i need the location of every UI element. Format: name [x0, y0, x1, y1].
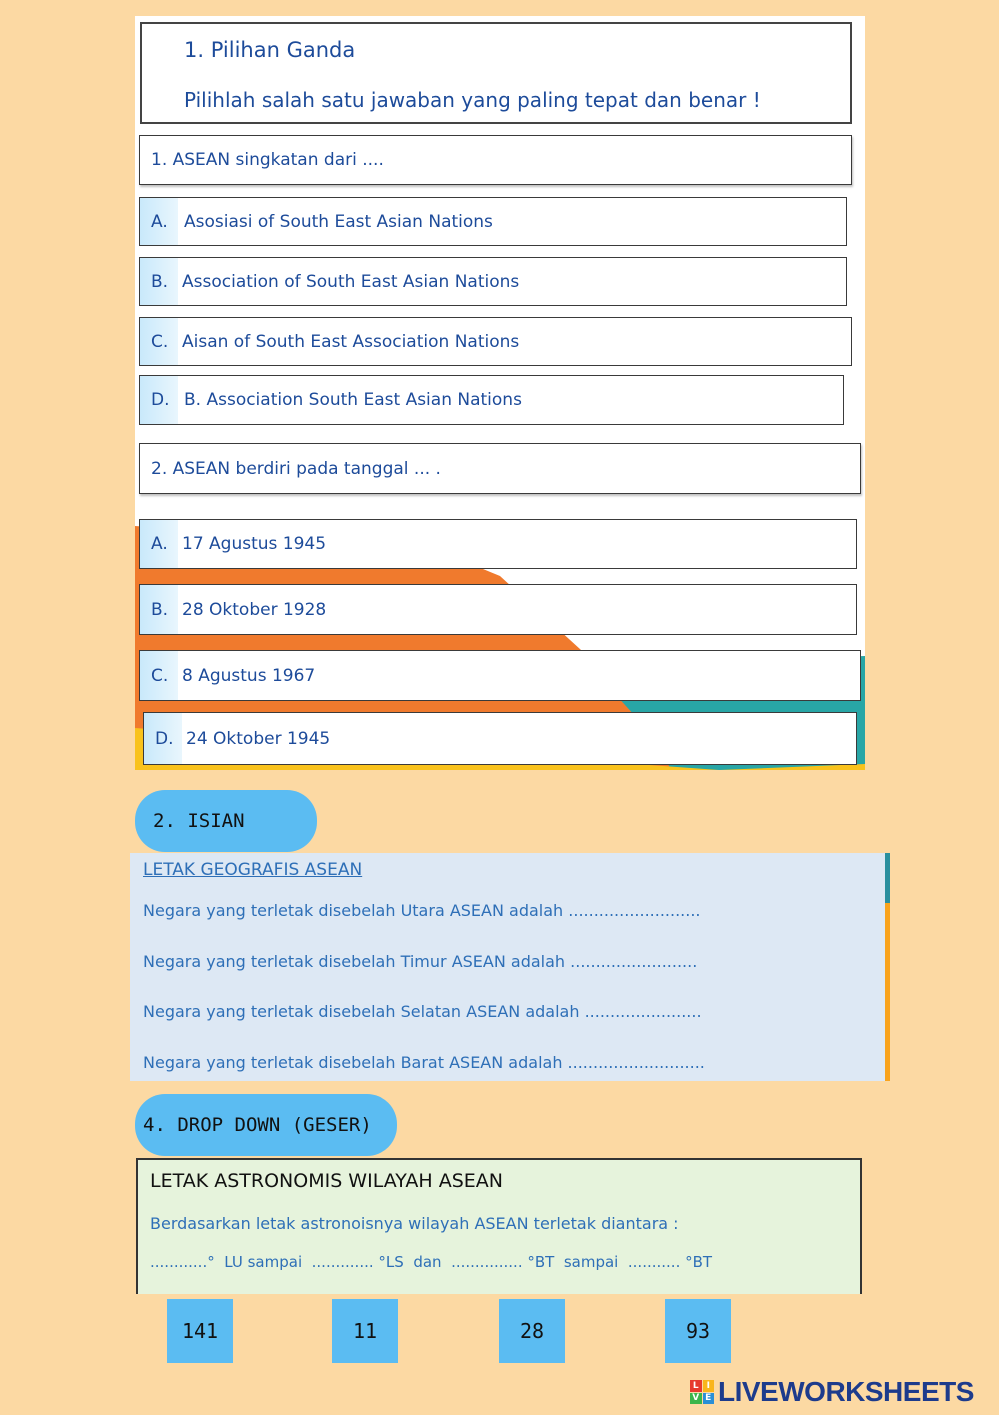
option-letter: D. — [140, 376, 178, 424]
isian-line-south[interactable]: Negara yang terletak disebelah Selatan ASEAN adalah ....................... — [143, 1002, 702, 1021]
isian-line-west[interactable]: Negara yang terletak disebelah Barat ASEAN adalah ........................... — [143, 1053, 705, 1072]
astro-line-2: ............° LU sampai ............. °LS dan ............... °BT sampai ........... °BT — [150, 1253, 713, 1271]
section1-header — [140, 22, 852, 124]
logo-letter: V — [690, 1393, 702, 1405]
astro-line-1: Berdasarkan letak astronoisnya wilayah ASEAN terletak diantara : — [150, 1214, 679, 1233]
astronomis-panel — [136, 1158, 862, 1294]
brand-name: LIVEWORKSHEETS — [718, 1376, 974, 1407]
option-letter: B. — [140, 585, 178, 634]
logo-letter: L — [690, 1380, 702, 1392]
q1-option-c[interactable] — [139, 317, 852, 366]
option-letter: C. — [140, 318, 178, 365]
liveworksheets-logo — [690, 1376, 974, 1408]
option-letter: C. — [140, 651, 178, 700]
option-letter: B. — [140, 258, 178, 305]
option-text: Aisan of South East Association Nations — [182, 331, 520, 352]
q2-option-c[interactable] — [139, 650, 861, 701]
logo-letter: I — [703, 1380, 715, 1392]
option-text: 8 Agustus 1967 — [182, 665, 316, 686]
isian-line-east[interactable]: Negara yang terletak disebelah Timur ASEAN adalah ......................... — [143, 952, 698, 971]
option-letter: D. — [144, 713, 182, 764]
q2-option-d[interactable] — [143, 712, 857, 765]
logo-icon — [690, 1380, 714, 1404]
question-1-text: 1. ASEAN singkatan dari .... — [151, 150, 384, 170]
q2-option-a[interactable] — [139, 519, 857, 569]
q1-option-d[interactable] — [139, 375, 844, 425]
astro-heading: LETAK ASTRONOMIS WILAYAH ASEAN — [150, 1170, 503, 1192]
drag-tile-11[interactable]: 11 — [332, 1299, 398, 1363]
question-1 — [139, 135, 852, 185]
q1-option-a[interactable] — [139, 197, 847, 246]
question-2 — [139, 443, 861, 494]
option-letter: A. — [140, 198, 178, 245]
option-text: 28 Oktober 1928 — [182, 599, 327, 620]
option-text: Asosiasi of South East Asian Nations — [184, 211, 493, 232]
option-text: B. Association South East Asian Nations — [184, 390, 522, 410]
drag-tile-141[interactable]: 141 — [167, 1299, 233, 1363]
section1-title: 1. Pilihan Ganda — [184, 38, 356, 62]
option-text: Association of South East Asian Nations — [182, 271, 520, 292]
isian-line-north[interactable]: Negara yang terletak disebelah Utara ASEAN adalah .......................... — [143, 901, 701, 920]
option-letter: A. — [140, 520, 178, 568]
option-text: 17 Agustus 1945 — [182, 534, 327, 554]
question-2-text: 2. ASEAN berdiri pada tanggal ... . — [151, 458, 441, 479]
q1-option-b[interactable] — [139, 257, 847, 306]
isian-panel — [130, 853, 890, 1081]
drag-tile-28[interactable]: 28 — [499, 1299, 565, 1363]
section4-label: 4. DROP DOWN (GESER) — [135, 1094, 397, 1156]
drag-tile-93[interactable]: 93 — [665, 1299, 731, 1363]
section2-label: 2. ISIAN — [135, 790, 317, 852]
section1-instruction: Pilihlah salah satu jawaban yang paling tepat dan benar ! — [184, 88, 761, 112]
q2-option-b[interactable] — [139, 584, 857, 635]
logo-letter: E — [703, 1393, 715, 1405]
isian-heading: LETAK GEOGRAFIS ASEAN — [143, 860, 363, 880]
option-text: 24 Oktober 1945 — [186, 728, 331, 749]
